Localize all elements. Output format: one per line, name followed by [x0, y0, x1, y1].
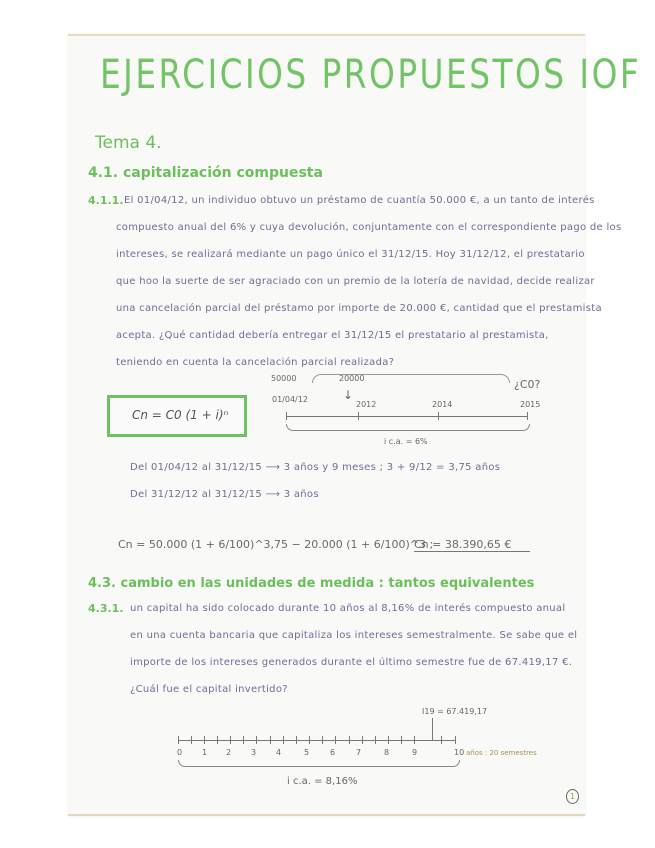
tick-label: 7	[356, 748, 362, 757]
exercise-line: ¿Cuál fue el capital invertido?	[130, 684, 288, 695]
tick	[230, 736, 231, 744]
tick	[286, 412, 287, 420]
tick	[296, 736, 297, 744]
start-date: 01/04/12	[272, 395, 308, 404]
exercise-line: compuesto anual del 6% y cuya devolución, conjuntamente con el correspondiente pago de los	[116, 222, 622, 233]
tick	[178, 736, 179, 744]
tick	[243, 736, 244, 744]
tick	[358, 412, 359, 420]
period-line: Del 01/04/12 al 31/12/15 ⟶ 3 años y 9 meses ; 3 + 9/12 = 3,75 años	[130, 462, 501, 473]
rate-label: i c.a. = 8,16%	[287, 776, 358, 787]
exercise-line: que hoo la suerte de ser agraciado con un premio de la lotería de navidad, decide realizar	[116, 276, 595, 287]
tick-label: 3	[251, 748, 257, 757]
exercise-line: intereses, se realizará mediante un pago único el 31/12/15. Hoy 31/12/12, el prestatario	[116, 249, 585, 260]
rate-label: i c.a. = 6%	[384, 437, 428, 446]
tick-label: 4	[276, 748, 282, 757]
tick	[375, 736, 376, 744]
tick	[401, 736, 402, 744]
tick-label: 5	[304, 748, 310, 757]
solution-result: Cn = 38.390,65 €	[414, 538, 530, 552]
down-arrow-icon: ↓	[343, 388, 354, 402]
compound-interest-formula: Cn = C0 (1 + i)ⁿ	[132, 408, 229, 422]
start-amount: 50000	[271, 374, 297, 383]
tick-label: 0	[177, 748, 183, 757]
bottom-brace	[178, 760, 460, 767]
tick	[414, 736, 415, 744]
timeline-axis	[286, 416, 528, 417]
page-number: 1	[566, 789, 579, 804]
exercise-line: teniendo en cuenta la cancelación parcial realizada?	[116, 357, 395, 368]
tick-label: 2	[226, 748, 232, 757]
interest-marker-label: I19 = 67.419,17	[422, 707, 488, 716]
tick-label: 6	[330, 748, 336, 757]
label-year: 2014	[432, 400, 453, 409]
tick	[527, 412, 528, 420]
tick	[438, 412, 439, 420]
tick	[283, 736, 284, 744]
section-heading-4-3: 4.3. cambio en las unidades de medida : tantos equivalentes	[88, 576, 535, 591]
payment-amount: 20000	[339, 374, 365, 383]
marker-line	[432, 718, 433, 740]
tick	[204, 736, 205, 744]
tick-label: 9	[412, 748, 418, 757]
tick	[335, 736, 336, 744]
label-year: 2015	[520, 400, 541, 409]
label-year: 2012	[356, 400, 377, 409]
tick	[217, 736, 218, 744]
exercise-number-4-1-1: 4.1.1.	[88, 194, 124, 207]
solution-equation: Cn = 50.000 (1 + 6/100)^3,75 − 20.000 (1 + 6/100)^3 ;	[118, 538, 434, 551]
exercise-number-4-3-1: 4.3.1.	[88, 602, 124, 615]
exercise-line: en una cuenta bancaria que capitaliza los intereses semestralmente. Se sabe que el	[130, 630, 578, 641]
tick	[455, 736, 456, 744]
exercise-line: importe de los intereses generados durante el último semestre fue de 67.419,17 €.	[130, 657, 573, 668]
exercise-line: acepta. ¿Qué cantidad debería entregar el 31/12/15 el prestatario al prestamista,	[116, 330, 549, 341]
formula-box	[107, 395, 247, 437]
tick	[388, 736, 389, 744]
tick-label: 8	[384, 748, 390, 757]
tick	[349, 736, 350, 744]
topic-heading: Tema 4.	[95, 133, 162, 153]
period-line: Del 31/12/12 al 31/12/15 ⟶ 3 años	[130, 489, 319, 500]
tick	[191, 736, 192, 744]
section-heading-4-1: 4.1. capitalización compuesta	[88, 165, 323, 181]
tick-label: 1	[202, 748, 208, 757]
tick	[270, 736, 271, 744]
unknown-value-label: ¿C0?	[514, 378, 541, 391]
tick	[322, 736, 323, 744]
exercise-line: El 01/04/12, un individuo obtuvo un préstamo de cuantía 50.000 €, a un tanto de interés	[124, 195, 595, 206]
page-title: EJERCICIOS PROPUESTOS IOF	[100, 52, 642, 98]
tick	[441, 736, 442, 744]
bottom-brace	[286, 424, 530, 431]
tick	[256, 736, 257, 744]
tick-label: 10	[454, 748, 465, 757]
exercise-line: un capital ha sido colocado durante 10 años al 8,16% de interés compuesto anual	[130, 603, 566, 614]
tick	[309, 736, 310, 744]
exercise-line: una cancelación parcial del préstamo por importe de 20.000 €, cantidad que el prestamista	[116, 303, 602, 314]
tick	[362, 736, 363, 744]
end-note: años : 20 semestres	[466, 749, 537, 757]
